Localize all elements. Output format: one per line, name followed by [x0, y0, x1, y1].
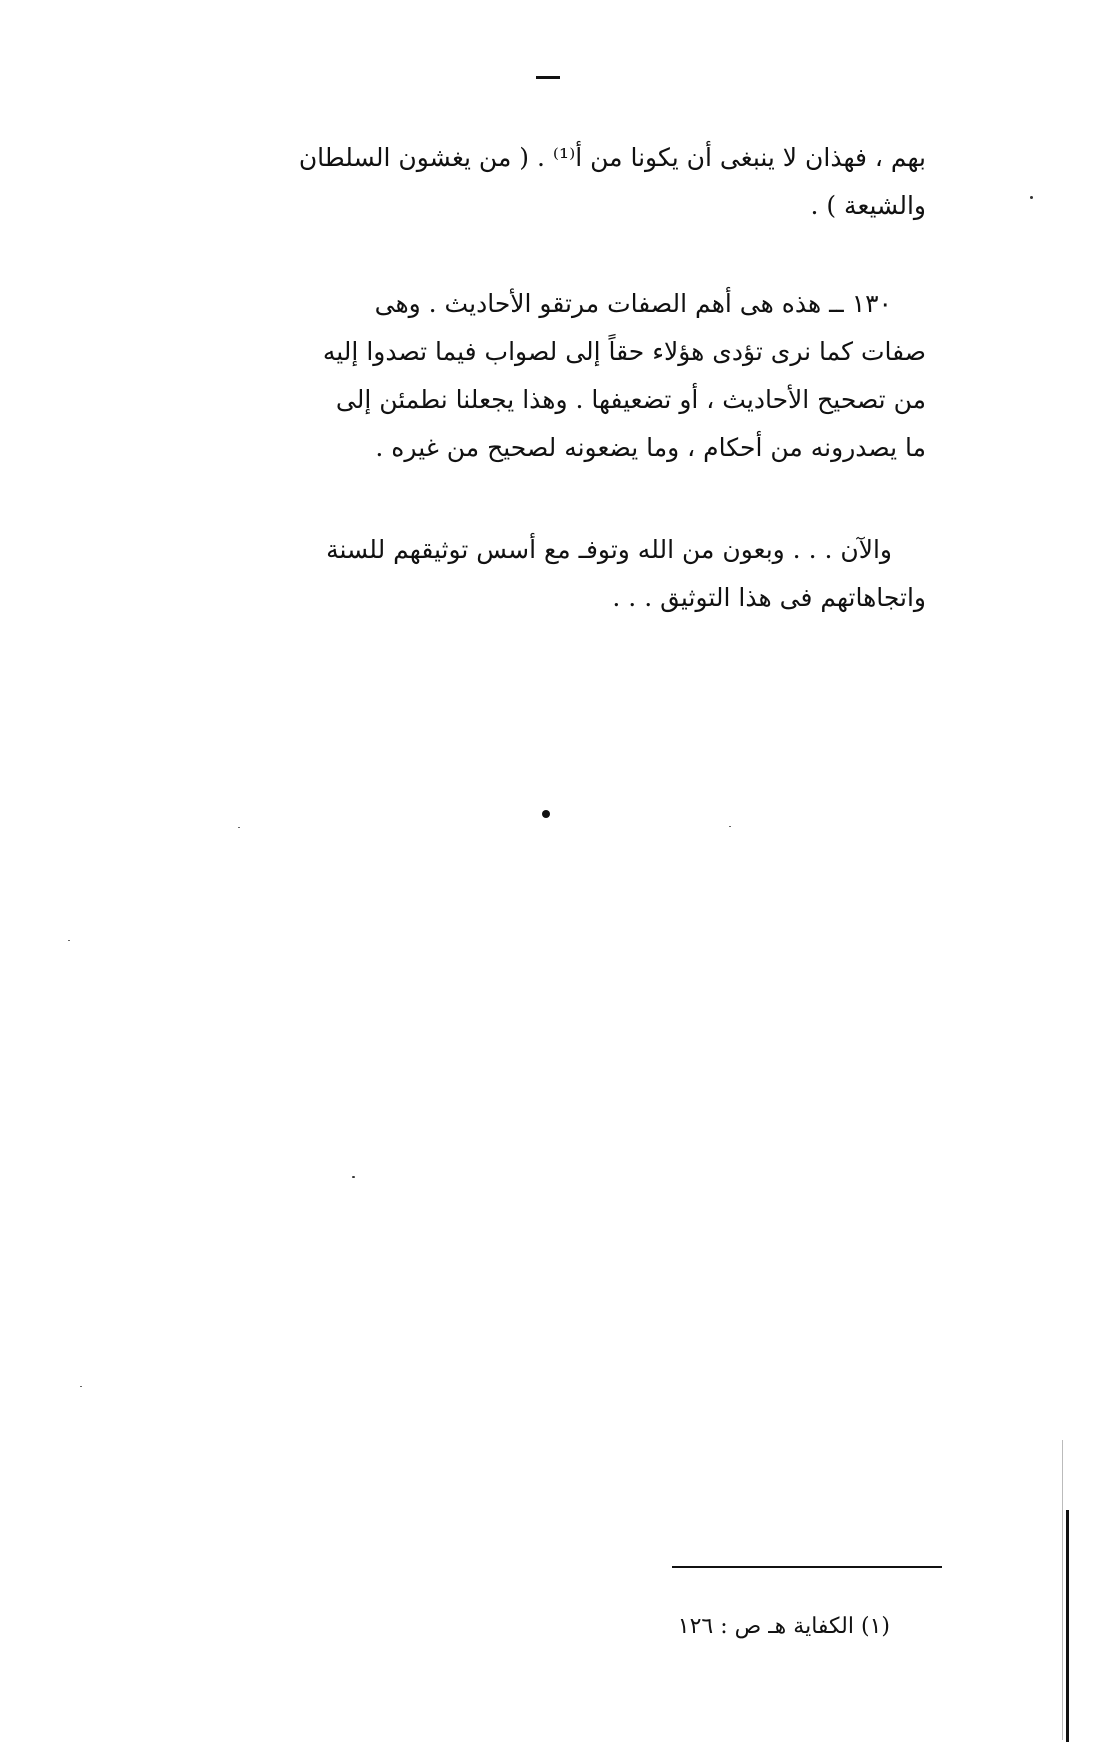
- text-line: والشيعة ) .: [810, 191, 926, 220]
- footnote: (١) الكفاية هـ ص : ١٢٦: [677, 1614, 890, 1639]
- text-line: من تصحيح الأحاديث ، أو تضعيفها . وهذا يجعلنا نطمئن إلى: [335, 385, 926, 414]
- page-header-dash: [536, 76, 560, 79]
- text-line: واتجاهاتهم فى هذا التوثيق . . .: [612, 583, 926, 612]
- scan-speck: [238, 827, 240, 828]
- scan-speck: [1030, 196, 1033, 199]
- text-line: بهم ، فهذان لا ينبغى أن يكونا من أ⁽¹⁾ . ( من يغشون السلطان: [298, 143, 926, 172]
- scan-edge-line: [1066, 1510, 1069, 1742]
- scan-speck: [68, 940, 70, 941]
- scan-edge-shadow: [1062, 1440, 1063, 1740]
- text-line: ما يصدرونه من أحكام ، وما يضعونه لصحيح من غيره .: [375, 433, 926, 462]
- footnote-separator: [672, 1566, 942, 1568]
- scan-speck: [729, 826, 731, 827]
- paragraph-2: [226, 280, 926, 472]
- paragraph-3: [226, 526, 926, 622]
- text-line: صفات كما نرى تؤدى هؤلاء حقاً إلى لصواب فيما تصدوا إليه: [322, 337, 926, 366]
- text-line: ١٣٠ ــ هذه هى أهم الصفات مرتقو الأحاديث . وهى: [374, 289, 892, 318]
- text-line: والآن . . . وبعون من الله وتوفـ مع أسس توثيقهم للسنة: [326, 535, 892, 564]
- scan-speck: [352, 1176, 355, 1178]
- scan-speck: [80, 1386, 82, 1387]
- section-end-dot: [542, 810, 550, 818]
- paragraph-1: [226, 134, 926, 230]
